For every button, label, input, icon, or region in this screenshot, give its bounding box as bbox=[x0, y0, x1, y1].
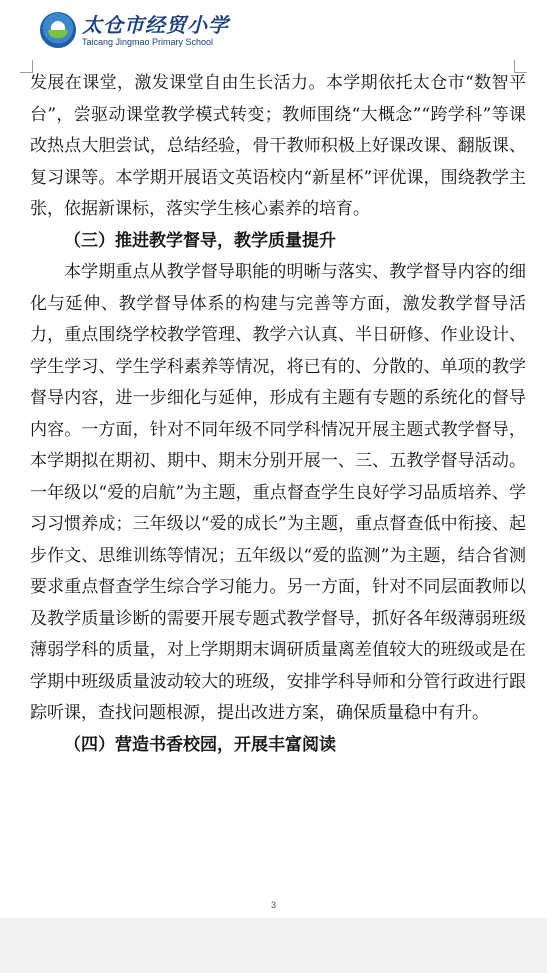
paragraph: 本学期重点从教学督导职能的明晰与落实、教学督导内容的细化与延伸、教学督导体系的构建与完善等方面，激发教学督导活力，重点围绕学校教学管理、教学六认真、半日研修、作业设计、学生学习、学生学科素养等情况，将已有的、分散的、单项的教学督导内容，进一步细化与延伸，形成有主题有专题的系统化的督导内容。一方面，针对不同年级不同学科情况开展主题式教学督导，本学期拟在期初、期中、期末分别开展一、三、五教学督导活动。一年级以“爱的启航”为主题，重点督查学生良好学习品质培养、学习习惯养成；三年级以“爱的成长”为主题，重点督查低中衔接、起步作文、思维训练等情况；五年级以“爱的监测”为主题，结合省测要求重点督查学生综合学习能力。另一方面，针对不同层面教师以及教学质量诊断的需要开展专题式教学督导，抓好各年级薄弱班级薄弱学科的质量，对上学期期末调研质量离差值较大的班级或是在学期中班级质量波动较大的班级，安排学科导师和分管行政进行跟踪听课，查找问题根源，提出改进方案，确保质量稳中有升。 bbox=[30, 262, 526, 723]
school-name-en: Taicang Jingmao Primary School bbox=[82, 36, 214, 47]
header-logo bbox=[40, 12, 229, 48]
school-emblem-icon bbox=[40, 12, 76, 48]
school-name-block bbox=[82, 14, 229, 47]
section-heading: （四）营造书香校园，开展丰富阅读 bbox=[64, 734, 336, 755]
paragraph: 发展在课堂，激发课堂自由生长活力。本学期依托太仓市“数智平台”，尝驱动课堂教学模式转变；教师围绕“大概念”“跨学科”等课改热点大胆尝试，总结经验，骨干教师积极上好课改课、翻版课、复习课等。本学期开展语文英语校内“新星杯”评优课，围绕教学主张，依据新课标，落实学生核心素养的培育。 bbox=[30, 73, 526, 219]
school-name-cn: 太仓市经贸小学 bbox=[82, 12, 229, 37]
page-number: 3 bbox=[270, 900, 276, 910]
document-body bbox=[30, 68, 526, 761]
section-heading: （三）推进教学督导，教学质量提升 bbox=[64, 230, 336, 251]
